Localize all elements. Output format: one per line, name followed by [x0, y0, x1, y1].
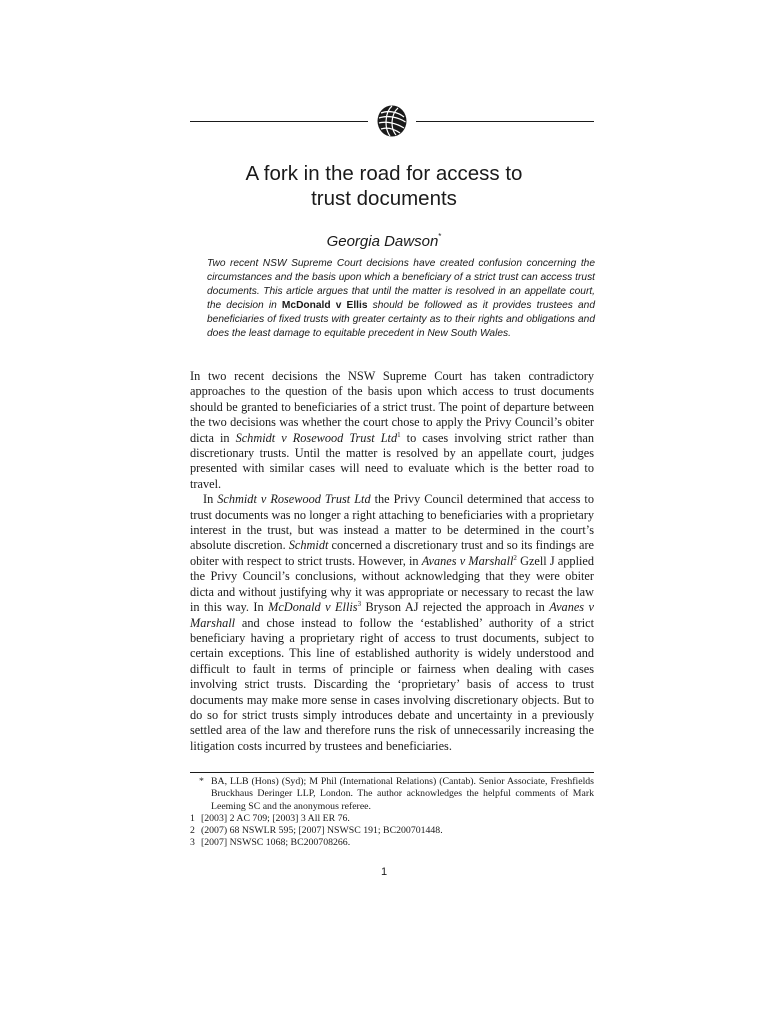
footnote-text: BA, LLB (Hons) (Syd); M Phil (International Relations) (Cantab). Senior Associate, Freshfields Bruckhaus Deringer LLP, London. The author acknowledges the helpful comments of Mark Leeming SC and the anonymous referee. [211, 776, 594, 812]
p2-text-e: Bryson AJ rejected the approach in [361, 600, 550, 615]
footnote-divider [190, 772, 594, 773]
author-name: Georgia Dawson [326, 233, 439, 250]
page-number: 1 [380, 866, 388, 878]
author-footnote-mark: * [438, 232, 442, 241]
article-author [0, 228, 768, 251]
case-schmidt-short: Schmidt [288, 538, 329, 553]
publisher-globe-icon [376, 104, 408, 138]
footnote-mark: 1 [190, 812, 195, 824]
p2-text-c: concerned a discretionary trust and so its findings are obiter with respect to strict trusts. However, in [190, 538, 594, 568]
p1-text-b: to cases involving strict rather than discretionary trusts. Until the matter is resolved by an appellate court, judges presented with similar cases will need to evaluate which is the better road to travel. [190, 430, 594, 491]
case-avanes-v-marshall-2: Avanes v Marshall [190, 600, 594, 630]
footnotes [190, 776, 594, 850]
footnote-item [190, 776, 594, 813]
footnote-text: [2003] 2 AC 709; [2003] 3 All ER 76. [201, 812, 350, 824]
footnote-mark: 2 [190, 825, 195, 837]
case-avanes-v-marshall: Avanes v Marshall [421, 553, 514, 568]
abstract-text-1: Two recent NSW Supreme Court decisions have created confusion concerning the circumstances and the basis upon which a beneficiary of a strict trust can access trust documents. This article argues that until the matter is resolved in an appellate court, the decision in [207, 258, 595, 312]
article-title [0, 161, 768, 211]
p2-text-d: Gzell J applied the Privy Council’s conclusions, without acknowledging that they were obiter dicta and without justifying why it was appropriate or necessary to recast the law in this way. In [190, 553, 595, 615]
p2-text-b: the Privy Council determined that access to trust documents was no longer a right attaching to beneficiaries with a proprietary interest in the trust, but was instead a matter to be determined in the court’s absolute discretion. [190, 492, 594, 553]
footnote-item [190, 813, 594, 825]
footnote-ref-3: 3 [357, 600, 362, 609]
header-rule-right [416, 121, 594, 122]
article-title-line-2: trust documents [311, 187, 457, 210]
footnote-item [190, 825, 594, 837]
header-ornament [190, 104, 594, 140]
header-rule-left [190, 121, 368, 122]
case-mcdonald-v-ellis: McDonald v Ellis [268, 600, 358, 615]
footnote-ref-1: 1 [397, 430, 401, 439]
p2-text-f: and chose instead to follow the ‘established’ authority of a strict beneficiary having a proprietary right of access to trust documents, subject to certain exceptions. This line of established authority is widely understood and difficult to fault in terms of principle or fairness when dealing with cases involving strict trusts. Discarding the ‘proprietary’ basis of access to trust documents may make more sense in cases involving discretionary objects. But to do so for strict trusts simply introduces debate and uncertainty in a previously settled area of the law and therefore runs the risk of unnecessarily increasing the litigation costs incurred by trustees and beneficiaries. [190, 615, 594, 753]
p1-text-a: In two recent decisions the NSW Supreme Court has taken contradictory approaches to the question of the basis upon which access to trust documents should be granted to beneficiaries of a strict trust. The point of departure between the two decisions was whether the court chose to apply the Privy Council’s obiter dicta in [190, 369, 594, 445]
case-schmidt-v-rosewood-2: Schmidt v Rosewood Trust Ltd [217, 492, 371, 507]
article-title-line-1: A fork in the road for access to [245, 162, 523, 185]
footnote-mark: * [199, 776, 204, 787]
abstract-text-2: should be followed as it provides trustees and beneficiaries of fixed trusts with greater certainty as to their rights and obligations and does the least damage to equitable precedent in New South Wales. [207, 300, 596, 340]
body-paragraph-1 [190, 369, 594, 492]
footnote-text: [2007] NSWSC 1068; BC200708266. [201, 837, 351, 849]
abstract-case-name: McDonald v Ellis [281, 300, 368, 312]
footnote-item [190, 837, 594, 849]
body-paragraph-2 [190, 492, 594, 754]
case-schmidt-v-rosewood: Schmidt v Rosewood Trust Ltd [235, 430, 398, 445]
footnote-ref-2: 2 [513, 553, 517, 562]
footnote-mark: 3 [190, 837, 195, 849]
article-body [190, 369, 594, 754]
article-abstract [207, 257, 595, 342]
footnote-text: (2007) 68 NSWLR 595; [2007] NSWSC 191; BC200701448. [201, 825, 443, 837]
p2-text-a: In [203, 492, 218, 507]
